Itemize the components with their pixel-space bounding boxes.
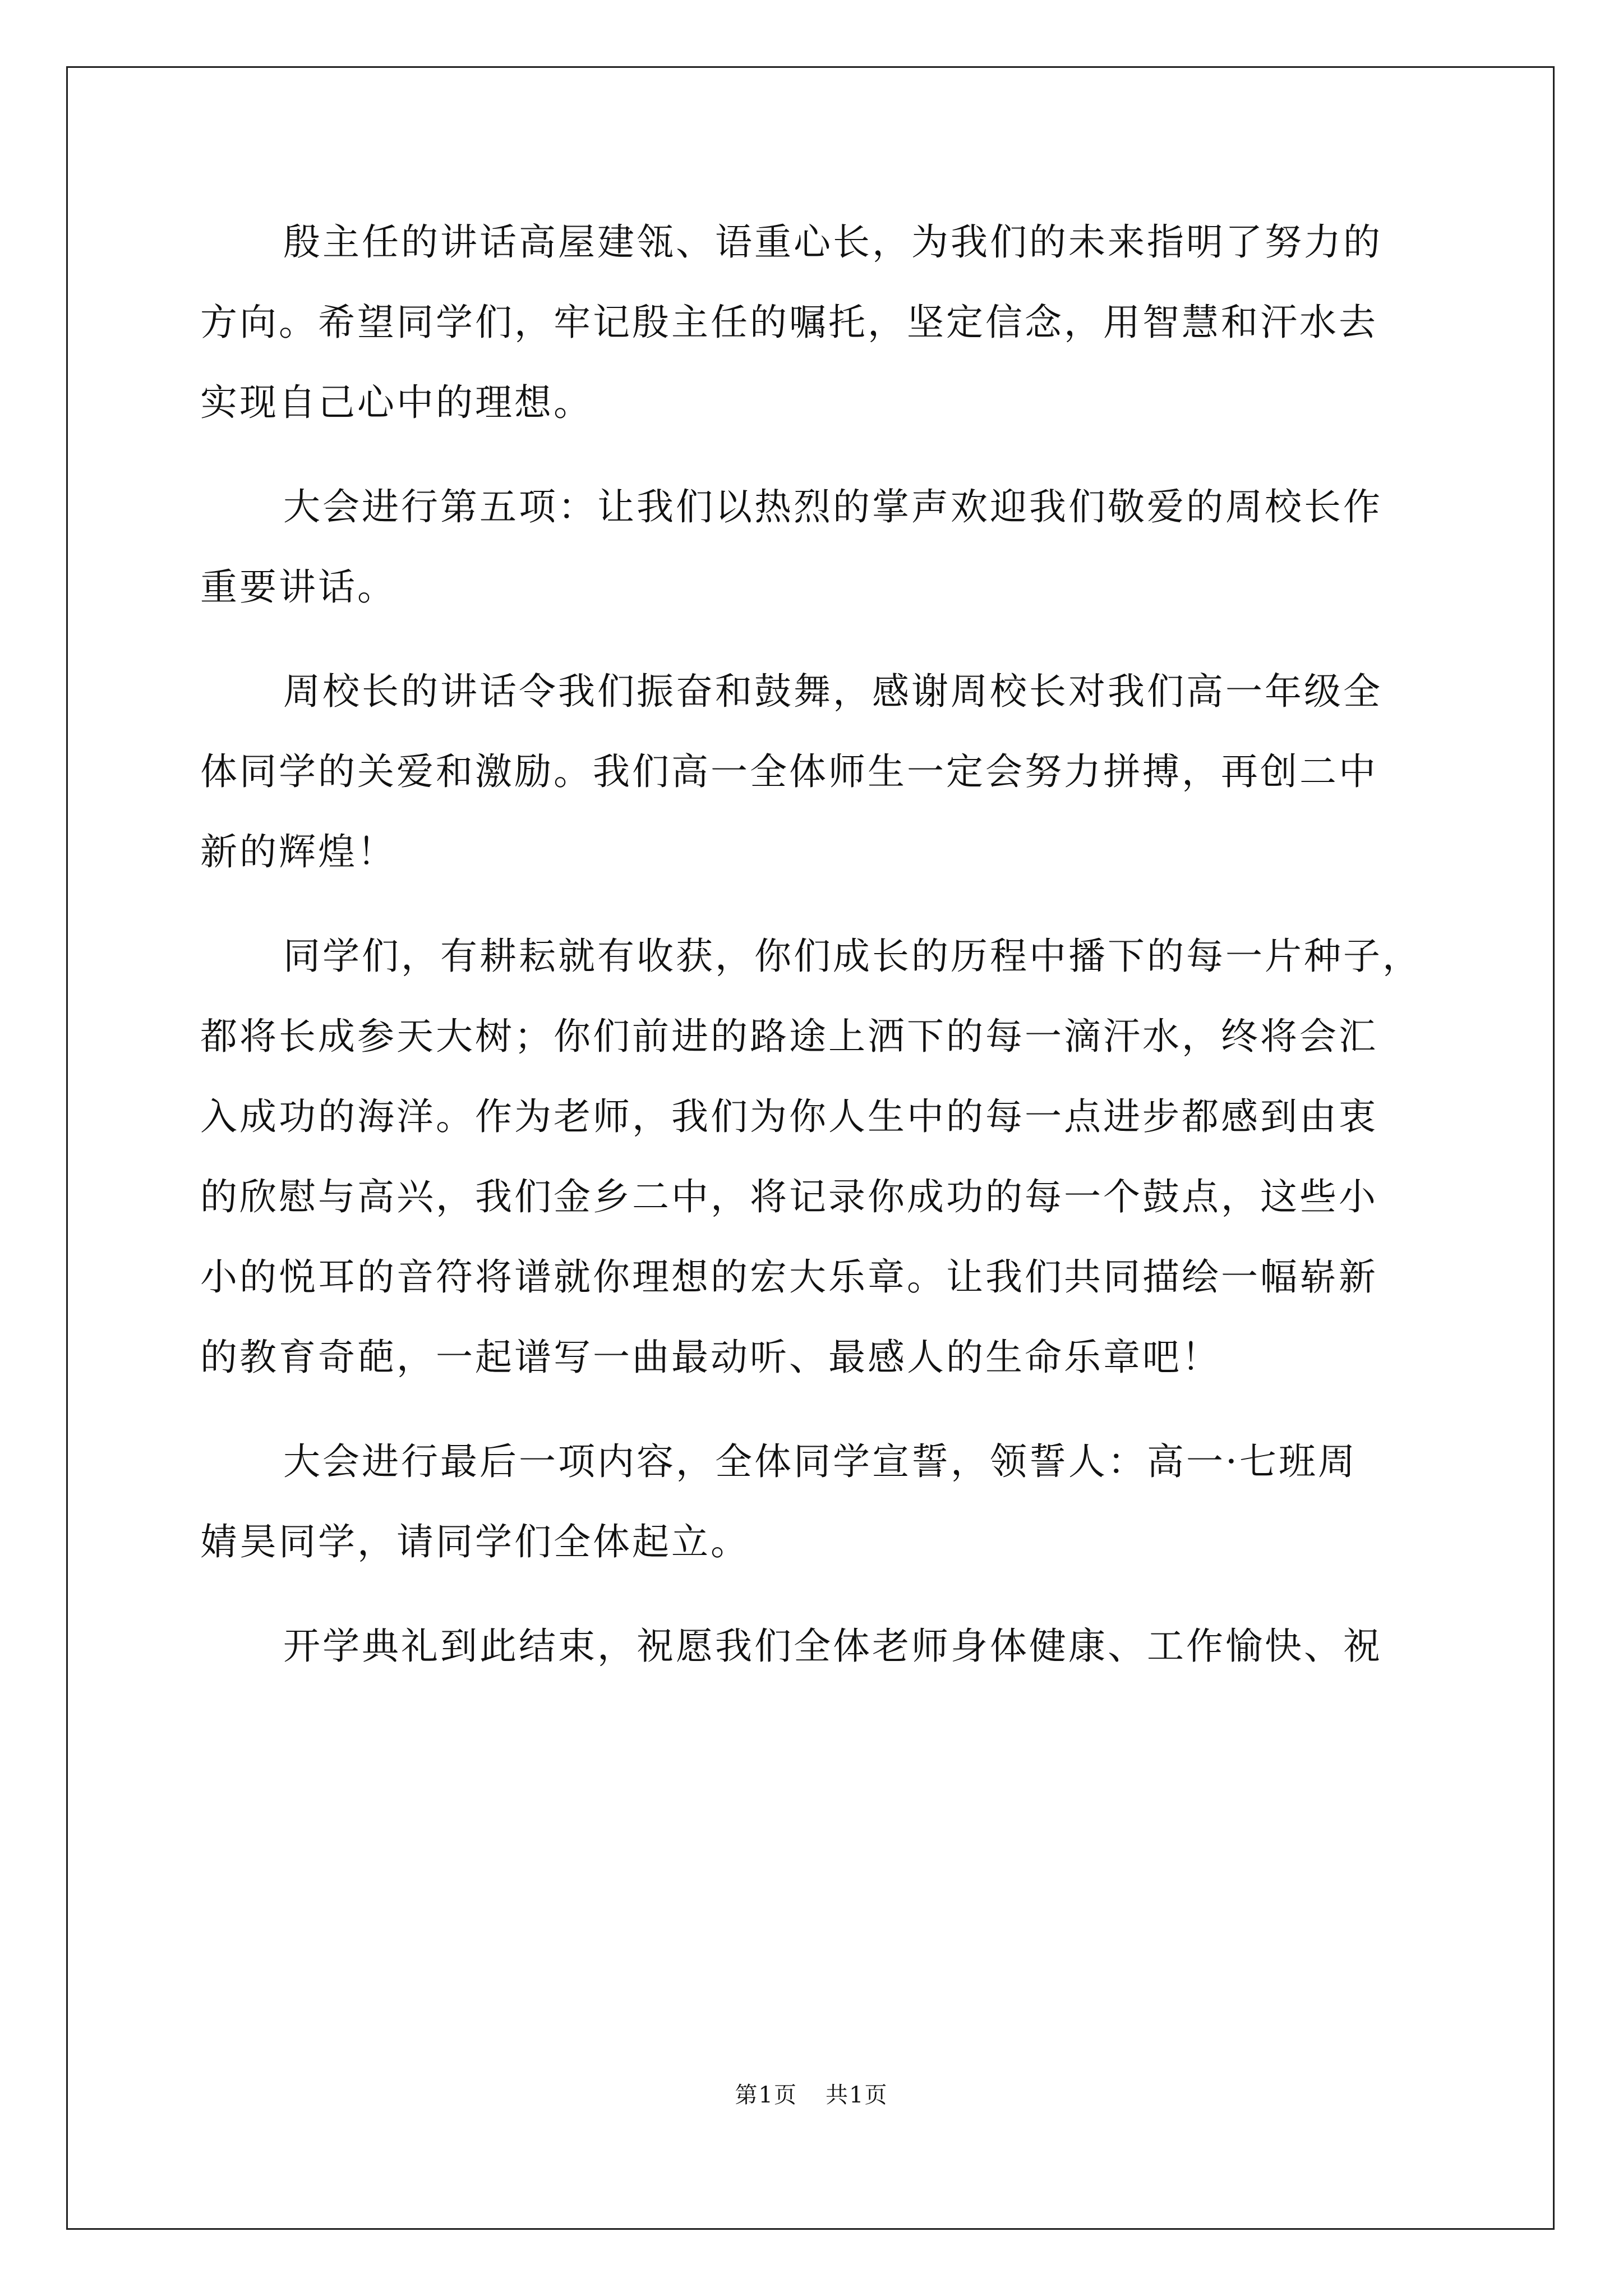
- paragraph: [200, 1421, 1434, 1582]
- text-line: 新的辉煌！: [200, 830, 396, 873]
- page-number-total: 共1页: [826, 2082, 888, 2108]
- paragraph: [200, 1606, 1434, 1686]
- text-line: 大会进行最后一项内容，全体同学宣誓，领誓人：高一·七班周: [283, 1440, 1357, 1483]
- paragraph: [200, 467, 1434, 627]
- text-line: 方向。希望同学们，牢记殷主任的嘱托，坚定信念，用智慧和汗水去: [200, 301, 1378, 344]
- text-line: 周校长的讲话令我们振奋和鼓舞，感谢周校长对我们高一年级全: [283, 670, 1382, 713]
- text-line: 大会进行第五项：让我们以热烈的掌声欢迎我们敬爱的周校长作: [283, 485, 1382, 528]
- text-line: 同学们，有耕耘就有收获，你们成长的历程中播下的每一片种子，: [283, 935, 1422, 978]
- text-line: 婧昊同学，请同学们全体起立。: [200, 1520, 750, 1563]
- text-line: 开学典礼到此结束，祝愿我们全体老师身体健康、工作愉快、祝: [283, 1625, 1382, 1668]
- text-line: 殷主任的讲话高屋建瓴、语重心长，为我们的未来指明了努力的: [283, 220, 1382, 264]
- paragraph: [200, 916, 1434, 1397]
- text-line: 重要讲话。: [200, 565, 396, 609]
- text-line: 的教育奇葩，一起谱写一曲最动听、最感人的生命乐章吧！: [200, 1336, 1221, 1379]
- paragraph: [200, 651, 1434, 892]
- text-line: 入成功的海洋。作为老师，我们为你人生中的每一点进步都感到由衷: [200, 1095, 1378, 1138]
- text-line: 体同学的关爱和激励。我们高一全体师生一定会努力拼搏，再创二中: [200, 750, 1378, 793]
- text-line: 小的悦耳的音符将谱就你理想的宏大乐章。让我们共同描绘一幅崭新: [200, 1255, 1378, 1299]
- document-body: [200, 202, 1434, 1710]
- paragraph: [200, 202, 1434, 443]
- text-line: 都将长成参天大树；你们前进的路途上洒下的每一滴汗水，终将会汇: [200, 1015, 1378, 1058]
- page-footer: [0, 2078, 1623, 2112]
- text-line: 实现自己心中的理想。: [200, 381, 593, 424]
- page-number-current: 第1页: [735, 2082, 797, 2108]
- text-line: 的欣慰与高兴，我们金乡二中，将记录你成功的每一个鼓点，这些小: [200, 1175, 1378, 1218]
